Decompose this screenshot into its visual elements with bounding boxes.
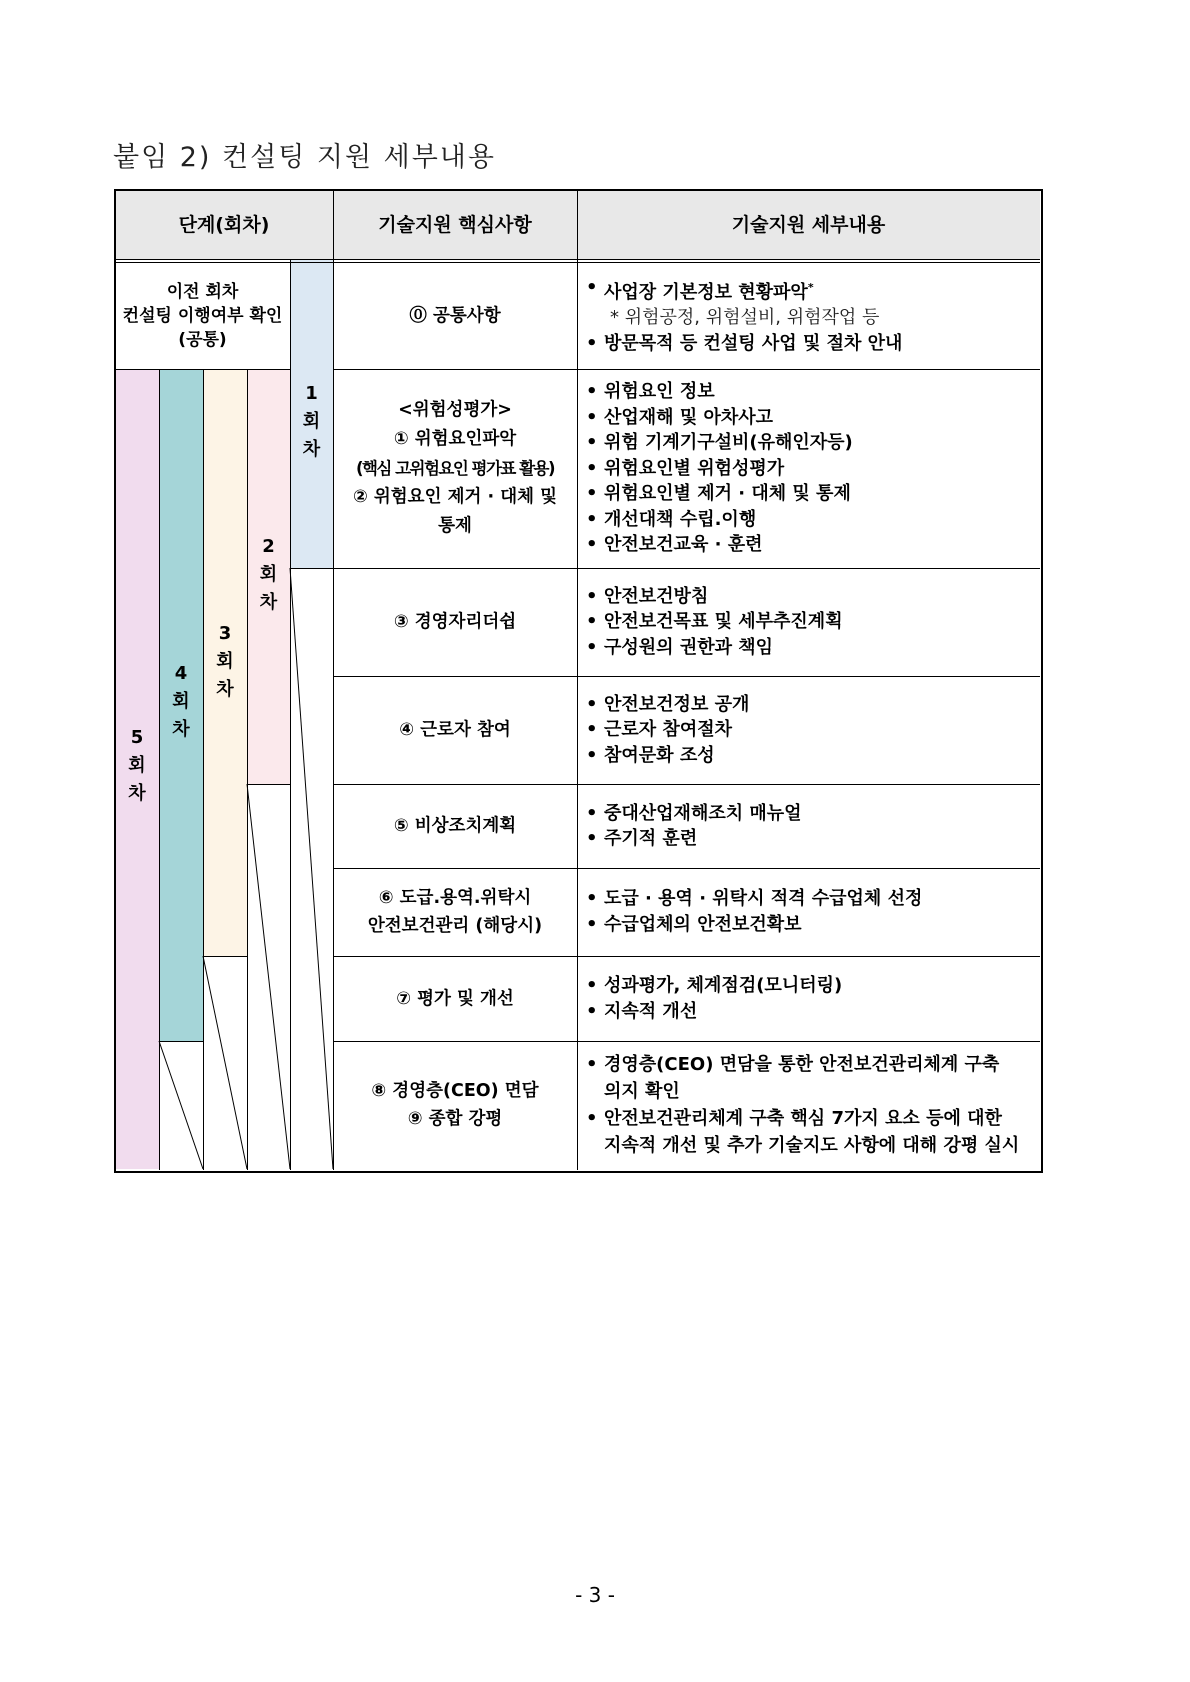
core-line: ③ 경영자리더쉽	[393, 612, 517, 632]
detail-item: • 경영층(CEO) 면담을 통한 안전보건관리체계 구축	[582, 1051, 1019, 1078]
detail-item: • 안전보건방침	[582, 584, 843, 610]
page-number: - 3 -	[575, 1583, 615, 1607]
detail-item: • 안전보건관리체계 구축 핵심 7가지 요소 등에 대한	[582, 1105, 1019, 1132]
core-line: <위험성평가>	[398, 400, 512, 420]
core-cell	[333, 1041, 577, 1169]
detail-item: • 지속적 개선	[582, 999, 842, 1025]
detail-item: • 주기적 훈련	[582, 826, 802, 852]
core-cell	[333, 369, 577, 568]
core-cell	[333, 262, 577, 369]
core-line: 통제	[438, 516, 472, 536]
detail-cell	[578, 1041, 1038, 1169]
round4-label: 4 회 차	[172, 663, 190, 740]
round1-label: 1 회 차	[302, 383, 321, 460]
detail-item: • 위험 기계기구설비(유해인자등)	[582, 430, 853, 456]
core-cell	[333, 676, 577, 784]
core-line: ⑨ 종합 강평	[407, 1109, 503, 1129]
detail-item: • 안전보건교육 · 훈련	[582, 532, 853, 558]
detail-cell	[578, 784, 1038, 868]
round2-label: 2 회 차	[259, 536, 278, 613]
header-detail: 기술지원 세부내용	[731, 214, 886, 236]
core-line: ⓪ 공통사항	[409, 305, 501, 326]
prev-check-line1: 이전 회차	[166, 281, 239, 302]
core-line: ⑤ 비상조치계획	[393, 816, 517, 836]
detail-cell	[578, 676, 1038, 784]
prev-check-line3: (공통)	[178, 329, 227, 350]
core-cell	[333, 568, 577, 676]
page-title: 붙임 2) 컨설팅 지원 세부내용	[113, 142, 496, 173]
detail-item: • 안전보건목표 및 세부추진계획	[582, 609, 843, 635]
detail-item: • 참여문화 조성	[582, 743, 749, 769]
header-core: 기술지원 핵심사항	[378, 214, 532, 236]
core-line: (핵심 고위험요인 평가표 활용)	[355, 459, 555, 478]
detail-subline: * 위험공정, 위험설비, 위험작업 등	[610, 307, 880, 329]
prev-check-line2: 컨설팅 이행여부 확인	[122, 305, 283, 326]
detail-cell	[578, 262, 1038, 369]
core-cell	[333, 868, 577, 956]
detail-item: • 위험요인별 위험성평가	[582, 456, 853, 482]
detail-item: • 성과평가, 체계점검(모니터링)	[582, 973, 842, 999]
round3-label: 3 회 차	[216, 623, 234, 700]
detail-item: • 중대산업재해조치 매뉴얼	[582, 801, 802, 827]
detail-cell	[578, 369, 1038, 568]
detail-item: • 위험요인별 제거 · 대체 및 통제	[582, 481, 853, 507]
detail-item: • 개선대책 수립.이행	[582, 507, 853, 533]
header-stage: 단계(회차)	[178, 214, 270, 236]
footnote-mark: *	[807, 280, 814, 294]
detail-item: • 사업장 기본정보 현황파악*	[582, 275, 902, 306]
detail-cell	[578, 868, 1038, 956]
detail-subline: 의지 확인	[604, 1081, 680, 1102]
detail-item: • 수급업체의 안전보건확보	[582, 912, 922, 938]
prev-round-check	[115, 262, 290, 369]
detail-subline: 지속적 개선 및 추가 기술지도 사항에 대해 강평 실시	[604, 1135, 1020, 1156]
detail-item: • 산업재해 및 아차사고	[582, 405, 853, 431]
core-line: ⑦ 평가 및 개선	[396, 988, 514, 1009]
detail-item: • 도급 · 용역 · 위탁시 적격 수급업체 선정	[582, 886, 922, 912]
core-line: 안전보건관리 (해당시)	[367, 916, 543, 936]
core-line: ⑥ 도급.용역.위탁시	[378, 888, 532, 908]
core-line: ④ 근로자 참여	[399, 720, 511, 740]
detail-item: • 구성원의 권한과 책임	[582, 635, 843, 661]
round5-label: 5 회 차	[128, 727, 146, 804]
core-line: ⑧ 경영층(CEO) 면담	[371, 1081, 539, 1101]
detail-item: • 위험요인 정보	[582, 379, 853, 405]
detail-item: • 안전보건정보 공개	[582, 692, 749, 718]
core-cell	[333, 784, 577, 868]
core-line: ② 위험요인 제거 · 대체 및	[352, 487, 558, 507]
detail-item: • 근로자 참여절차	[582, 717, 749, 743]
core-line: ① 위험요인파악	[393, 429, 517, 449]
detail-item: • 방문목적 등 컨설팅 사업 및 절차 안내	[582, 331, 902, 357]
detail-cell	[578, 956, 1038, 1041]
detail-cell	[578, 568, 1038, 676]
core-cell	[333, 956, 577, 1041]
